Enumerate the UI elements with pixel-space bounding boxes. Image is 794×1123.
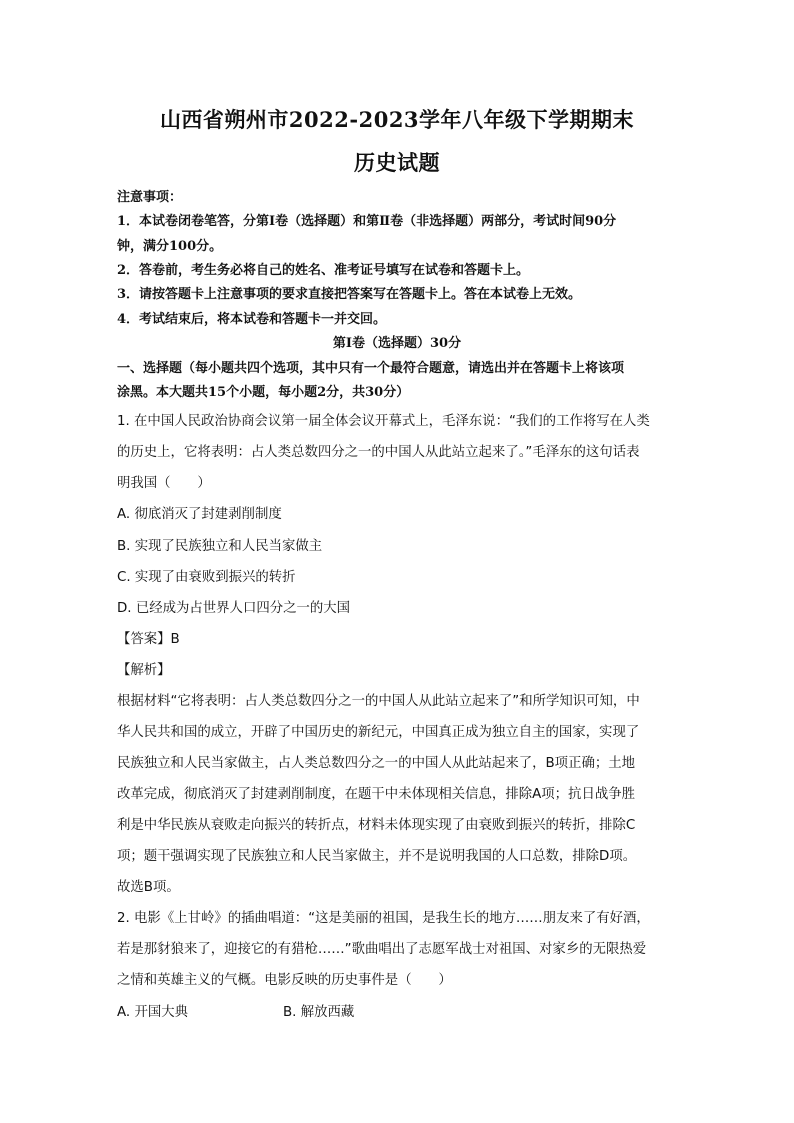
question-1-option-a: A. 彻底消灭了封建剥削制度	[117, 507, 282, 522]
question-1-analysis-3: 民族独立和人民当家做主，占人类总数四分之一的中国人从此站起来了，B项正确；土地	[117, 756, 636, 771]
question-2-stem: 2. 电影《上甘岭》的插曲唱道：“这是美丽的祖国，是我生长的地方……朋友来了有好酒，	[117, 911, 650, 926]
exam-subtitle: 历史试题	[354, 150, 440, 175]
notice-item-1: 1．本试卷闭卷笔答，分第Ⅰ卷（选择题）和第Ⅱ卷（非选择题）两部分，考试时间90分	[117, 214, 617, 229]
exam-title: 山西省朔州市2022-2023学年八年级下学期期末	[159, 107, 635, 132]
question-1-analysis-5: 利是中华民族从衰败走向振兴的转折点，材料未体现实现了由衰败到振兴的转折，排除C	[117, 818, 636, 833]
question-2-option-b: B. 解放西藏	[283, 1005, 355, 1020]
question-1-option-c: C. 实现了由衰败到振兴的转折	[117, 570, 296, 585]
question-1-stem-2: 的历史上，它将表明：占人类总数四分之一的中国人从此站立起来了。”毛泽东的这句话表	[117, 445, 640, 460]
notice-item-4: 4．考试结束后，将本试卷和答题卡一并交回。	[117, 312, 387, 327]
section-title: 第Ⅰ卷（选择题）30分	[332, 336, 462, 351]
notice-item-1-cont: 钟，满分100分。	[117, 239, 223, 254]
question-1-analysis-2: 华人民共和国的成立，开辟了中国历史的新纪元，中国真正成为独立自主的国家，实现了	[117, 725, 640, 740]
question-1-analysis-7: 故选B项。	[117, 880, 180, 895]
section-instruction: 一、选择题（每小题共四个选项，其中只有一个最符合题意，请选出并在答题卡上将该项	[117, 361, 625, 376]
question-2-stem-3: 之情和英雄主义的气概。电影反映的历史事件是（ ）	[117, 973, 452, 988]
question-1-stem: 1. 在中国人民政治协商会议第一届全体会议开幕式上，毛泽东说：“我们的工作将写在人类	[117, 414, 650, 429]
section-instruction-cont: 涂黑。本大题共15个小题，每小题2分，共30分）	[117, 385, 410, 400]
question-1-analysis-4: 改革完成，彻底消灭了封建剥削制度，在题干中未体现相关信息，排除A项；抗日战争胜	[117, 787, 636, 802]
question-2-option-a: A. 开国大典	[117, 1005, 188, 1020]
notice-item-2: 2．答卷前，考生务必将自己的姓名、准考证号填写在试卷和答题卡上。	[117, 263, 530, 278]
question-2-stem-2: 若是那豺狼来了，迎接它的有猎枪……”歌曲唱出了志愿军战士对祖国、对家乡的无限热爱	[117, 942, 647, 957]
question-1-analysis-label: 【解析】	[117, 663, 171, 678]
notice-heading: 注意事项：	[117, 190, 183, 205]
question-1-option-b: B. 实现了民族独立和人民当家做主	[117, 539, 323, 554]
question-1-option-d: D. 已经成为占世界人口四分之一的大国	[117, 601, 351, 616]
question-1-stem-3: 明我国（ ）	[117, 476, 211, 491]
question-1-answer: 【答案】B	[117, 632, 180, 647]
question-1-analysis-6: 项；题干强调实现了民族独立和人民当家做主，并不是说明我国的人口总数，排除D项。	[117, 849, 637, 864]
notice-item-3: 3．请按答题卡上注意事项的要求直接把答案写在答题卡上。答在本试卷上无效。	[117, 287, 582, 302]
question-1-analysis-1: 根据材料“它将表明：占人类总数四分之一的中国人从此站立起来了”和所学知识可知，中	[117, 694, 640, 709]
